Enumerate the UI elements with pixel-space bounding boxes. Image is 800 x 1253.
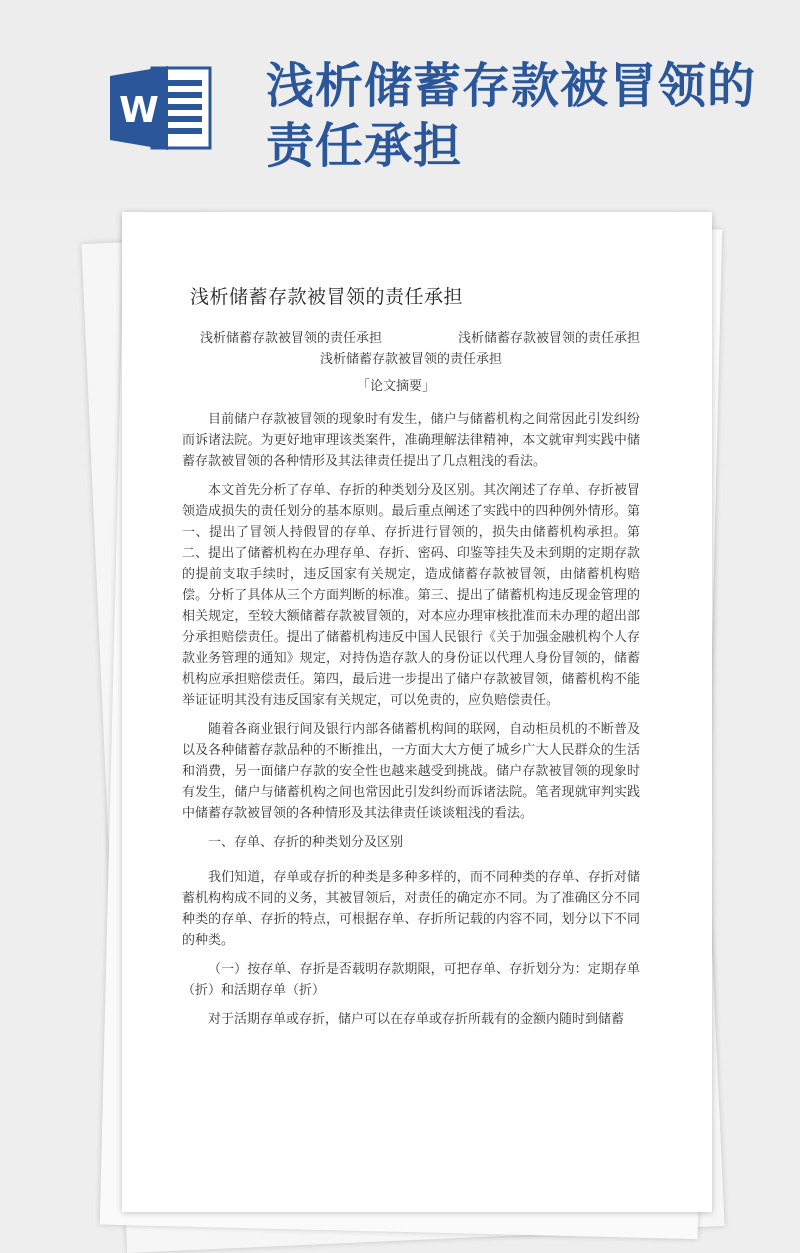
document-title: 浅析储蓄存款被冒领的责任承担 xyxy=(190,286,464,308)
paragraph: 本文首先分析了存单、存折的种类划分及区别。其次阐述了存单、存折被冒领造成损失的责任划分的基本原则。最后重点阐述了实践中的四种例外情形。第一、提出了冒领人持假冒的存单、存折进行冒领的，损失由储蓄机构承担。第二、提出了储蓄机构在办理存单、存折、密码、印鉴等挂失及未到期的定期存款的提前支取手续时，违反国家有关规定，造成储蓄存款被冒领，由储蓄机构赔偿。分析了具体从三个方面判断的标准。第三、提出了储蓄机构违反现金管理的相关规定，至较大额储蓄存款被冒领的，对本应办理审核批准而未办理的超出部分承担赔偿责任。提出了储蓄机构违反中国人民银行《关于加强金融机构个人存款业务管理的通知》规定，对持伪造存款人的身份证以代理人身份冒领的，储蓄机构应承担赔偿责任。第四，最后进一步提出了储户存款被冒领，储蓄机构不能举证证明其没有违反国家有关规定，可以免责的，应负赔偿责任。 xyxy=(182,483,640,708)
abstract-label: 「论文摘要」 xyxy=(356,379,435,394)
repeated-title-lines xyxy=(182,328,640,370)
paragraph: 目前储户存款被冒领的现象时有发生，储户与储蓄机构之间常因此引发纠纷而诉诸法院。为更好地审理该类案件，准确理解法律精神，本文就审判实践中储蓄存款被冒领的各种情形及其法律责任提出了几点粗浅的看法。 xyxy=(182,412,640,469)
svg-text:W: W xyxy=(119,90,159,131)
header-banner xyxy=(0,0,800,200)
page-title: 浅析储蓄存款被冒领的责任承担 xyxy=(266,58,757,174)
paragraph: （一）按存单、存折是否载明存款期限，可把存单、存折划分为：定期存单（折）和活期存单（折） xyxy=(182,962,640,998)
repeat-title-center: 浅析储蓄存款被冒领的责任承担 xyxy=(319,352,502,367)
paragraph: 我们知道，存单或存折的种类是多种多样的，而不同种类的存单、存折对储蓄机构构成不同的义务，其被冒领后，对责任的确定亦不同。为了准确区分不同种类的存单、存折的特点，可根据存单、存折所记载的内容不同，划分以下不同的种类。 xyxy=(182,870,640,948)
word-document-icon xyxy=(108,62,214,154)
repeat-title-right: 浅析储蓄存款被冒领的责任承担 xyxy=(457,331,640,346)
document-body xyxy=(182,328,640,1038)
paragraph: 对于活期存单或存折，储户可以在存单或存折所载有的金额内随时到储蓄 xyxy=(208,1012,625,1027)
section-heading: 一、存单、存折的种类划分及区别 xyxy=(208,835,404,850)
document-page xyxy=(122,212,712,1212)
repeat-title-left: 浅析储蓄存款被冒领的责任承担 xyxy=(200,331,383,346)
paragraph: 随着各商业银行间及银行内部各储蓄机构间的联网，自动柜员机的不断普及以及各种储蓄存款品种的不断推出，一方面大大方便了城乡广大人民群众的生活和消费，另一面储户存款的安全性也越来越受到挑战。储户存款被冒领的现象时有发生，储户与储蓄机构之间也常因此引发纠纷而诉诸法院。笔者现就审判实践中储蓄存款被冒领的各种情形及其法律责任谈谈粗浅的看法。 xyxy=(182,722,640,821)
